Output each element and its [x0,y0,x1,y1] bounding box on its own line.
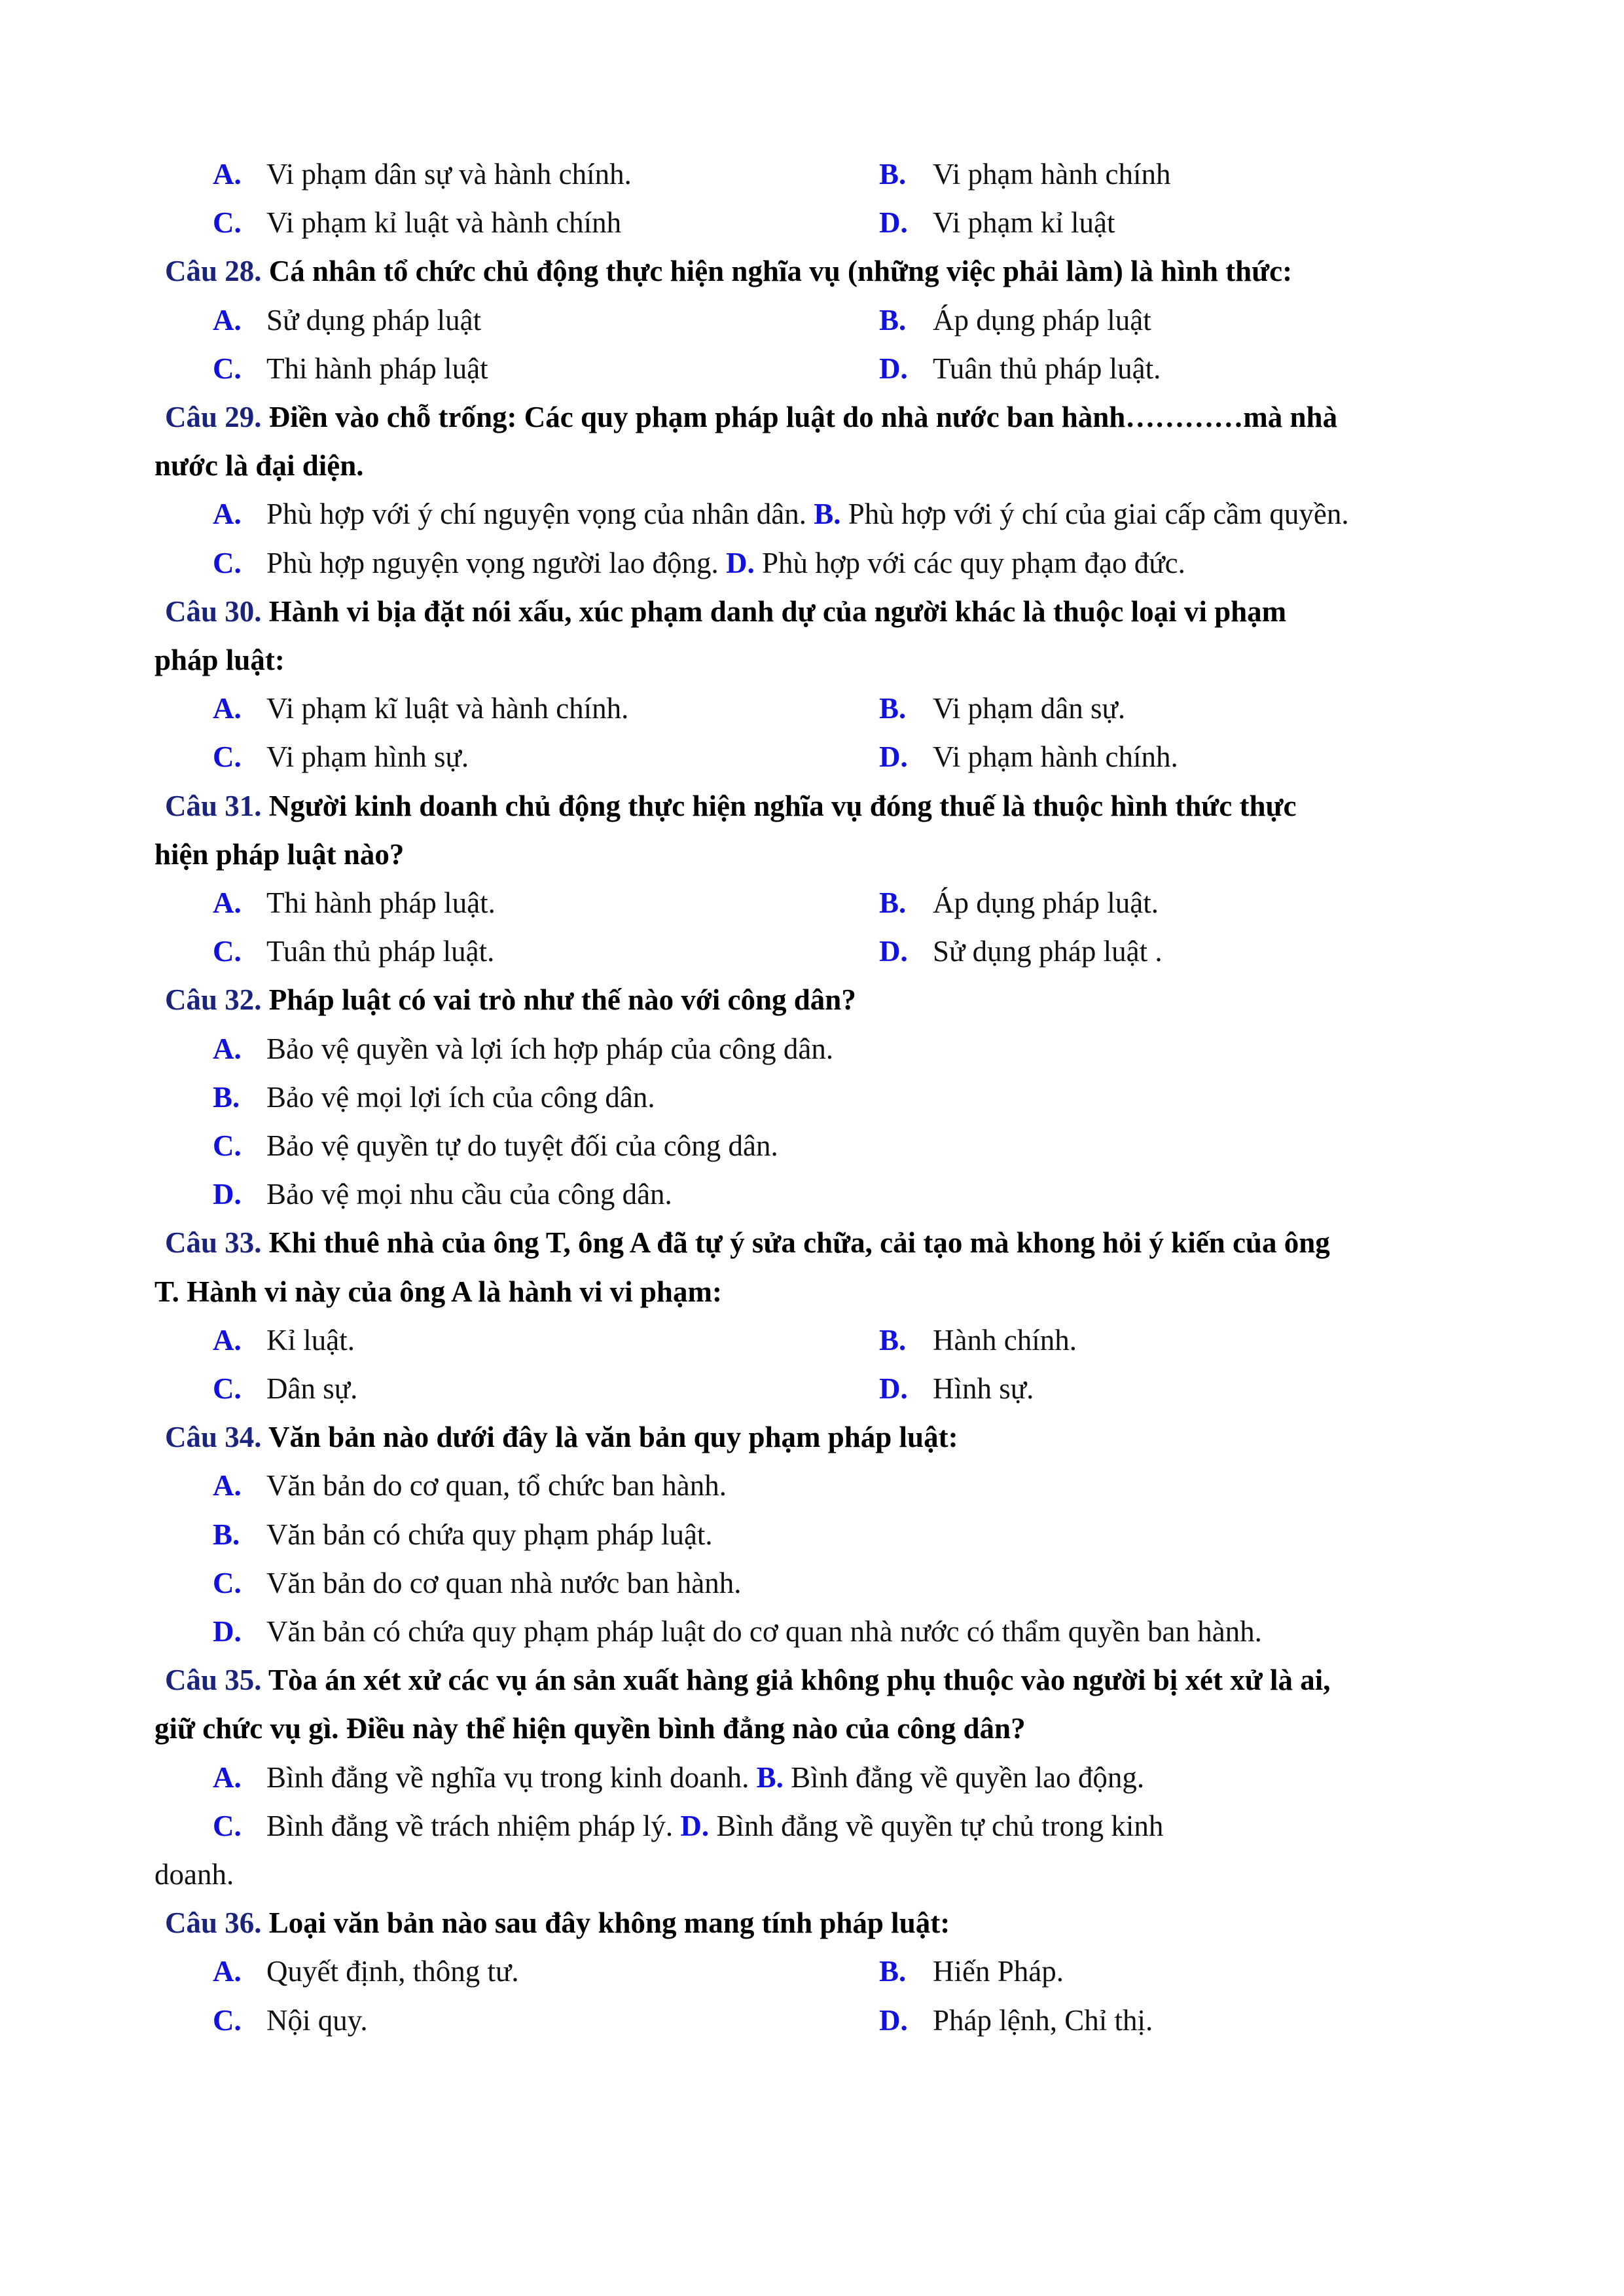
answer-option-left [213,1808,1163,1844]
question-line [154,1273,722,1310]
answer-option-right [879,884,1159,921]
option-text: Văn bản do cơ quan, tổ chức ban hành. [266,1469,727,1503]
option-letter: D. [725,546,755,579]
option-letter: A. [213,303,242,337]
option-letter: A. [213,1469,242,1503]
question-text: Người kinh doanh chủ động thực hiện nghĩa vụ đóng thuế là thuộc hình thức thực [261,789,1297,822]
question-line [154,642,285,678]
answer-option-right [879,738,1178,775]
option-letter: B. [879,886,907,919]
question-number: Câu 33. [165,1226,262,1260]
answer-option [213,1565,742,1601]
option-text: Nội quy. [266,2003,368,2037]
option-text: Áp dụng pháp luật. [933,886,1159,919]
option-text: Phù hợp nguyện vọng người lao động. [266,546,719,579]
question-line [165,788,1296,824]
option-text: Vi phạm kỉ luật [933,206,1115,240]
option-letter: D. [213,1615,242,1648]
question-text: Pháp luật có vai trò như thế nào với công dân? [261,983,856,1017]
option-text: Hình sự. [933,1372,1034,1405]
option-letter: B. [879,303,907,337]
question-line [165,1904,950,1941]
question-line [165,1419,958,1455]
option-letter: B. [879,1323,907,1357]
option-letter: D. [879,2003,908,2037]
option-letter: C. [213,1809,242,1842]
option-letter: A. [213,1032,242,1065]
option-letter: B. [213,1518,240,1551]
option-letter: C. [213,546,242,579]
answer-option-right [879,1322,1077,1358]
question-text: T. Hành vi này của ông A là hành vi vi phạm: [154,1275,722,1308]
option-letter: A. [213,1323,242,1357]
option-text: Bảo vệ quyền tự do tuyệt đối của công dân. [266,1129,778,1162]
option-letter: D. [879,935,908,968]
answer-option-left [213,496,1349,532]
answer-option-right [879,302,1151,338]
question-line [165,1224,1330,1261]
option-text: Tuân thủ pháp luật. [266,935,495,968]
answer-option-left [213,933,494,970]
option-text: Vi phạm hành chính [933,158,1171,191]
option-letter: D. [879,1372,908,1405]
answer-option-left [213,1322,355,1358]
answer-option-left [213,302,481,338]
question-number: Câu 31. [165,789,262,822]
option-text: Bảo vệ mọi nhu cầu của công dân. [266,1178,672,1211]
option-text: Quyết định, thông tư. [266,1955,519,1988]
answer-option-left [213,690,628,727]
question-number: Câu 36. [165,1906,262,1940]
question-number: Câu 34. [165,1421,262,1454]
answer-option [213,1176,672,1212]
answer-option-left [213,2002,368,2039]
answer-option-left [213,545,1185,581]
answer-option-right [879,1370,1034,1407]
option-letter: A. [213,158,242,191]
answer-option [213,1079,655,1116]
option-text: Phù hợp với các quy phạm đạo đức. [754,546,1185,579]
option-text: Văn bản có chứa quy phạm pháp luật. [266,1518,713,1551]
option-text: Bình đẳng về quyền lao động. [783,1760,1145,1794]
option-letter: A. [213,498,242,531]
question-number: Câu 32. [165,983,262,1017]
question-text: Văn bản nào dưới đây là văn bản quy phạm pháp luật: [261,1421,958,1454]
inline-gap [673,1810,680,1842]
answer-option [213,1516,713,1553]
option-letter: C. [213,1129,242,1162]
option-letter: B. [879,1955,907,1988]
inline-gap [749,1761,756,1794]
question-text: Hành vi bịa đặt nói xấu, xúc phạm danh dự của người khác là thuộc loại vi phạm [261,594,1287,628]
question-text: giữ chức vụ gì. Điều này thể hiện quyền bình đẳng nào của công dân? [154,1712,1026,1745]
answer-option-right [879,156,1170,192]
answer-option-left [213,738,469,775]
option-text: Bình đẳng về nghĩa vụ trong kinh doanh. [266,1760,749,1794]
question-line [165,981,856,1018]
option-letter: D. [879,352,908,385]
option-letter: C. [213,206,242,240]
question-text: Điền vào chỗ trống: Các quy phạm pháp luật do nhà nước ban hành…………mà nhà [261,401,1338,433]
option-text: Sử dụng pháp luật . [933,935,1163,968]
answer-option [213,1467,727,1504]
option-letter: B. [213,1080,240,1114]
option-letter: A. [213,1760,242,1794]
option-letter: D. [213,1178,242,1211]
option-text: Phù hợp với ý chí nguyện vọng của nhân dân. [266,498,806,531]
option-letter: C. [213,1566,242,1599]
option-text: Vi phạm hình sự. [266,740,469,774]
option-letter: C. [213,740,242,774]
answer-option-right [879,2002,1153,2039]
question-text: hiện pháp luật nào? [154,837,405,871]
question-line [154,836,404,873]
option-text: Tuân thủ pháp luật. [933,352,1161,385]
option-text: Bình đẳng về trách nhiệm pháp lý. [266,1809,674,1842]
question-line [165,399,1337,435]
option-text: Phù hợp với ý chí của giai cấp cầm quyền. [840,498,1349,531]
option-text: Thi hành pháp luật [266,352,488,385]
inline-gap [719,547,726,579]
answer-option-left [213,156,632,192]
option-letter: A. [213,1955,242,1988]
answer-option [213,1030,833,1067]
option-letter: C. [213,1372,242,1405]
option-text: Hiến Pháp. [933,1955,1064,1988]
option-text: Văn bản có chứa quy phạm pháp luật do cơ quan nhà nước có thẩm quyền ban hành. [266,1615,1262,1648]
answer-option-left [213,204,621,241]
question-text: pháp luật: [154,644,285,676]
question-number: Câu 29. [165,401,262,433]
question-number: Câu 28. [165,255,262,288]
option-letter: C. [213,352,242,385]
answer-option-left [213,884,496,921]
answer-option [213,1613,1262,1650]
question-number: Câu 30. [165,594,262,628]
question-number: Câu 35. [165,1664,262,1697]
option-letter: D. [879,206,908,240]
answer-option-right [879,204,1115,241]
question-line [165,1662,1330,1698]
option-letter: D. [879,740,908,774]
question-text: Loại văn bản nào sau đây không mang tính pháp luật: [261,1906,950,1940]
option-letter: A. [213,692,242,725]
option-text: Bảo vệ quyền và lợi ích hợp pháp của công dân. [266,1032,834,1065]
option-text: Vi phạm kĩ luật và hành chính. [266,692,629,725]
answer-option-left [213,1759,1144,1796]
option-letter: D. [680,1809,710,1842]
answer-option-right [879,933,1163,970]
option-text: Áp dụng pháp luật [933,303,1151,337]
question-text: Khi thuê nhà của ông T, ông A đã tự ý sửa chữa, cải tạo mà khong hỏi ý kiến của ông [261,1226,1330,1260]
option-text: Pháp lệnh, Chỉ thị. [933,2003,1153,2037]
answer-option-left [213,1370,357,1407]
option-text: Văn bản do cơ quan nhà nước ban hành. [266,1566,742,1599]
answer-option-left [213,1953,519,1990]
option-letter: B. [879,692,907,725]
answer-option-right [879,350,1161,387]
option-text: Vi phạm kỉ luật và hành chính [266,206,622,240]
option-text: Thi hành pháp luật. [266,886,496,919]
option-text: Bảo vệ mọi lợi ích của công dân. [266,1080,655,1114]
answer-option-right [879,1953,1064,1990]
answer-option-left [213,350,488,387]
answer-option [213,1127,778,1164]
option-letter: C. [213,935,242,968]
option-letter: B. [814,498,841,531]
question-text: nước là đại diện. [154,449,364,483]
option-text: Dân sự. [266,1372,358,1405]
option-text: Vi phạm dân sự. [933,692,1126,725]
question-text: Tòa án xét xử các vụ án sản xuất hàng giả không phụ thuộc vào người bị xét xử là ai, [261,1664,1331,1697]
option-letter: C. [213,2003,242,2037]
option-text: Vi phạm hành chính. [933,740,1178,774]
option-text: Kỉ luật. [266,1323,355,1357]
inline-gap [806,498,814,530]
question-line [165,253,1292,289]
question-line [154,447,363,484]
question-line [154,1710,1026,1747]
question-text: Cá nhân tổ chức chủ động thực hiện nghĩa vụ (những việc phải làm) là hình thức: [261,255,1293,288]
option-letter: B. [879,158,907,191]
option-text: Bình đẳng về quyền tự chủ trong kinh [709,1809,1164,1842]
continuation-text: doanh. [154,1858,234,1891]
option-letter: A. [213,886,242,919]
option-text: Sử dụng pháp luật [266,303,482,337]
answer-option-right [879,690,1125,727]
option-letter: B. [756,1760,784,1794]
option-text: Hành chính. [933,1323,1077,1357]
question-line [165,593,1286,630]
option-text: Vi phạm dân sự và hành chính. [266,158,632,191]
